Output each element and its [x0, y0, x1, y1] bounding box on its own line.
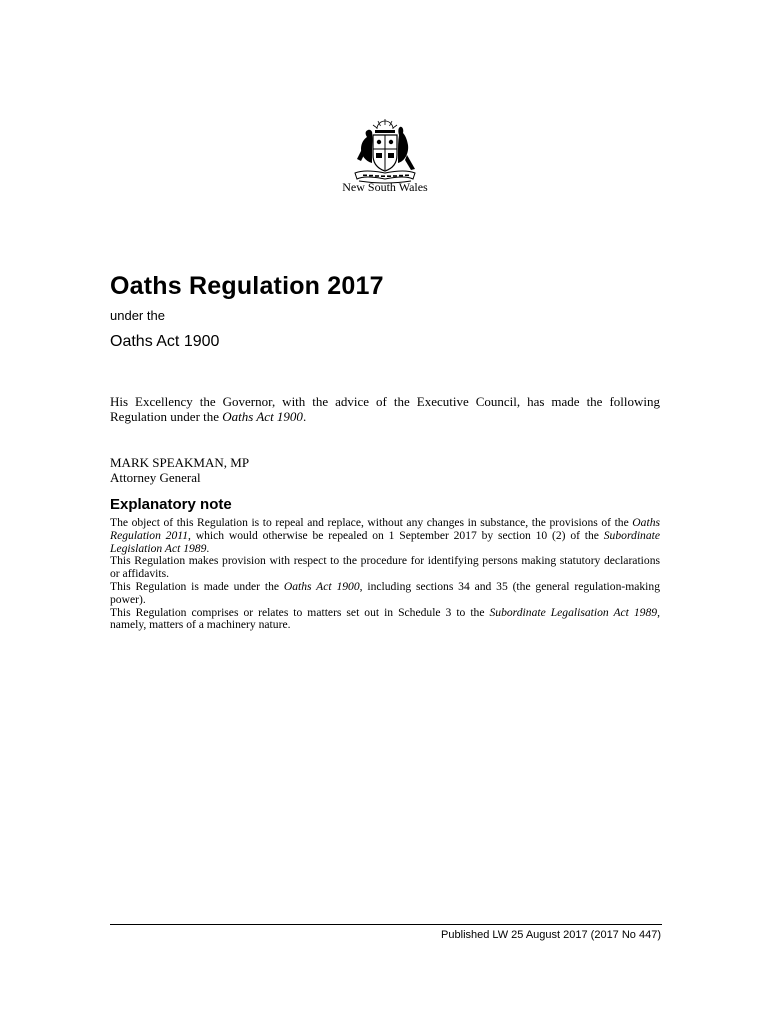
- legislation-reference: Oaths Regulation 2011: [110, 516, 660, 542]
- note-text: , which would otherwise be repealed on 1 September 2017 by section 10 (2) of the: [188, 528, 604, 542]
- note-paragraph: [110, 517, 660, 555]
- nsw-coat-of-arms-icon: [345, 115, 425, 187]
- enacting-statement: [110, 394, 660, 424]
- regulation-title: Oaths Regulation 2017: [110, 272, 384, 300]
- explanatory-note-body: [110, 517, 660, 632]
- note-text: This Regulation comprises or relates to matters set out in Schedule 3 to the: [110, 605, 490, 619]
- note-text: , including sections 34 and 35 (the general regulation-making power).: [110, 579, 660, 606]
- note-text: .: [206, 541, 210, 555]
- enacting-text: His Excellency the Governor, with the advice of the Executive Council, has made the following Regulation under the: [110, 394, 660, 424]
- explanatory-note-heading: Explanatory note: [110, 496, 232, 513]
- legislation-reference: Oaths Act 1900: [283, 579, 360, 593]
- legislation-reference: Subordinate Legalisation Act 1989: [489, 605, 658, 619]
- enacting-text-end: .: [302, 409, 307, 424]
- publication-footer: Published LW 25 August 2017 (2017 No 447): [441, 929, 661, 941]
- signatory-role: Attorney General: [110, 470, 201, 485]
- footer-divider: [110, 924, 662, 925]
- legislation-reference: Subordinate Legislation Act 1989: [110, 528, 660, 555]
- under-the-label: under the: [110, 308, 165, 323]
- note-text: The object of this Regulation is to repeal and replace, without any changes in substance, the provisions of the: [110, 516, 633, 529]
- note-text: , namely, matters of a machinery nature.: [110, 605, 660, 632]
- jurisdiction-label: New South Wales: [342, 180, 428, 194]
- note-paragraph: [110, 581, 660, 607]
- note-paragraph: [110, 607, 660, 633]
- note-text: This Regulation is made under the: [110, 579, 284, 593]
- parent-act-name: Oaths Act 1900: [110, 333, 220, 350]
- signatory-block: [110, 455, 249, 485]
- note-paragraph: This Regulation makes provision with respect to the procedure for identifying persons making statutory declarations or affidavits.: [110, 554, 660, 581]
- signatory-name: MARK SPEAKMAN, MP: [110, 455, 250, 470]
- act-reference: Oaths Act 1900: [222, 409, 303, 424]
